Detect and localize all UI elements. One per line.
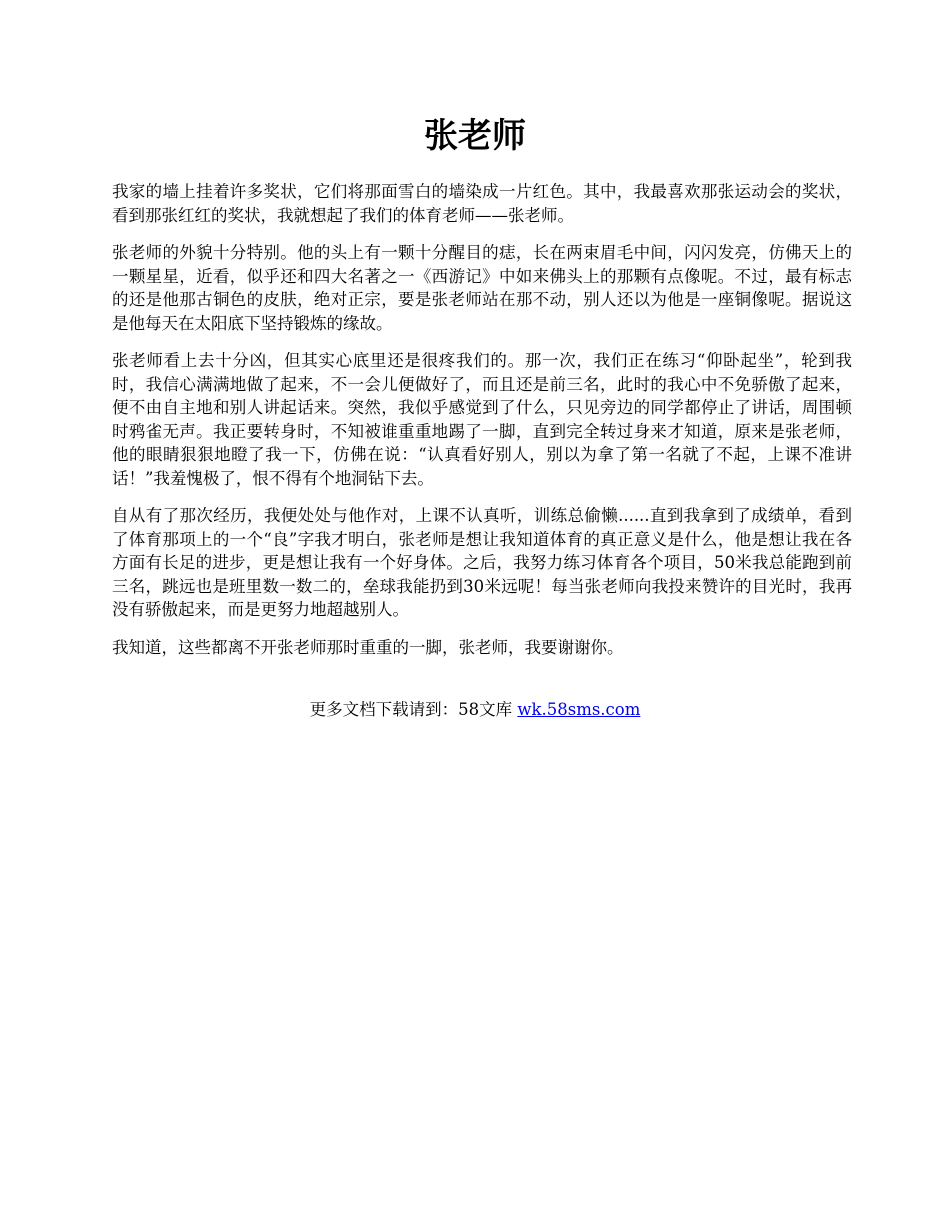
document-title: 张老师 [424,116,526,156]
footer-link[interactable]: wk.58sms.com [517,700,641,719]
paragraph-4: 自从有了那次经历，我便处处与他作对，上课不认真听，训练总偷懒......直到我拿到了成绩单，看到了体育那项上的一个“良”字我才明白，张老师是想让我知道体育的真正意义是什么，他是想让我在各方面有长足的进步，更是想让我有一个好身体。之后，我努力练习体育各个项目，50米我总能跑到前三名，跳远也是班里数一数二的，垒球我能扔到30米远呢！每当张老师向我投来赞许的目光时，我再没有骄傲起来，而是更努力地超越别人。 [112,506,852,619]
download-footer [0,698,950,722]
paragraph-3: 张老师看上去十分凶，但其实心底里还是很疼我们的。那一次，我们正在练习“仰卧起坐”，轮到我时，我信心满满地做了起来，不一会儿便做好了，而且还是前三名，此时的我心中不免骄傲了起来，便不由自主地和别人讲起话来。突然，我似乎感觉到了什么，只见旁边的同学都停止了讲话，周围顿时鸦雀无声。我正要转身时，不知被谁重重地踢了一脚，直到完全转过身来才知道，原来是张老师，他的眼睛狠狠地瞪了我一下，仿佛在说：“认真看好别人，别以为拿了第一名就了不起，上课不准讲话！”我羞愧极了，恨不得有个地洞钻下去。 [112,351,852,488]
footer-text: 更多文档下载请到：58文库 [309,700,518,719]
paragraph-1: 我家的墙上挂着许多奖状，它们将那面雪白的墙染成一片红色。其中，我最喜欢那张运动会的奖状，看到那张红红的奖状，我就想起了我们的体育老师——张老师。 [112,182,852,225]
paragraph-5: 我知道，这些都离不开张老师那时重重的一脚，张老师，我要谢谢你。 [112,637,624,657]
paragraph-2: 张老师的外貌十分特别。他的头上有一颗十分醒目的痣，长在两束眉毛中间，闪闪发亮，仿佛天上的一颗星星，近看，似乎还和四大名著之一《西游记》中如来佛头上的那颗有点像呢。不过，最有标志的还是他那古铜色的皮肤，绝对正宗，要是张老师站在那不动，别人还以为他是一座铜像呢。据说这是他每天在太阳底下坚持锻炼的缘故。 [112,243,852,333]
article-body [112,180,852,673]
